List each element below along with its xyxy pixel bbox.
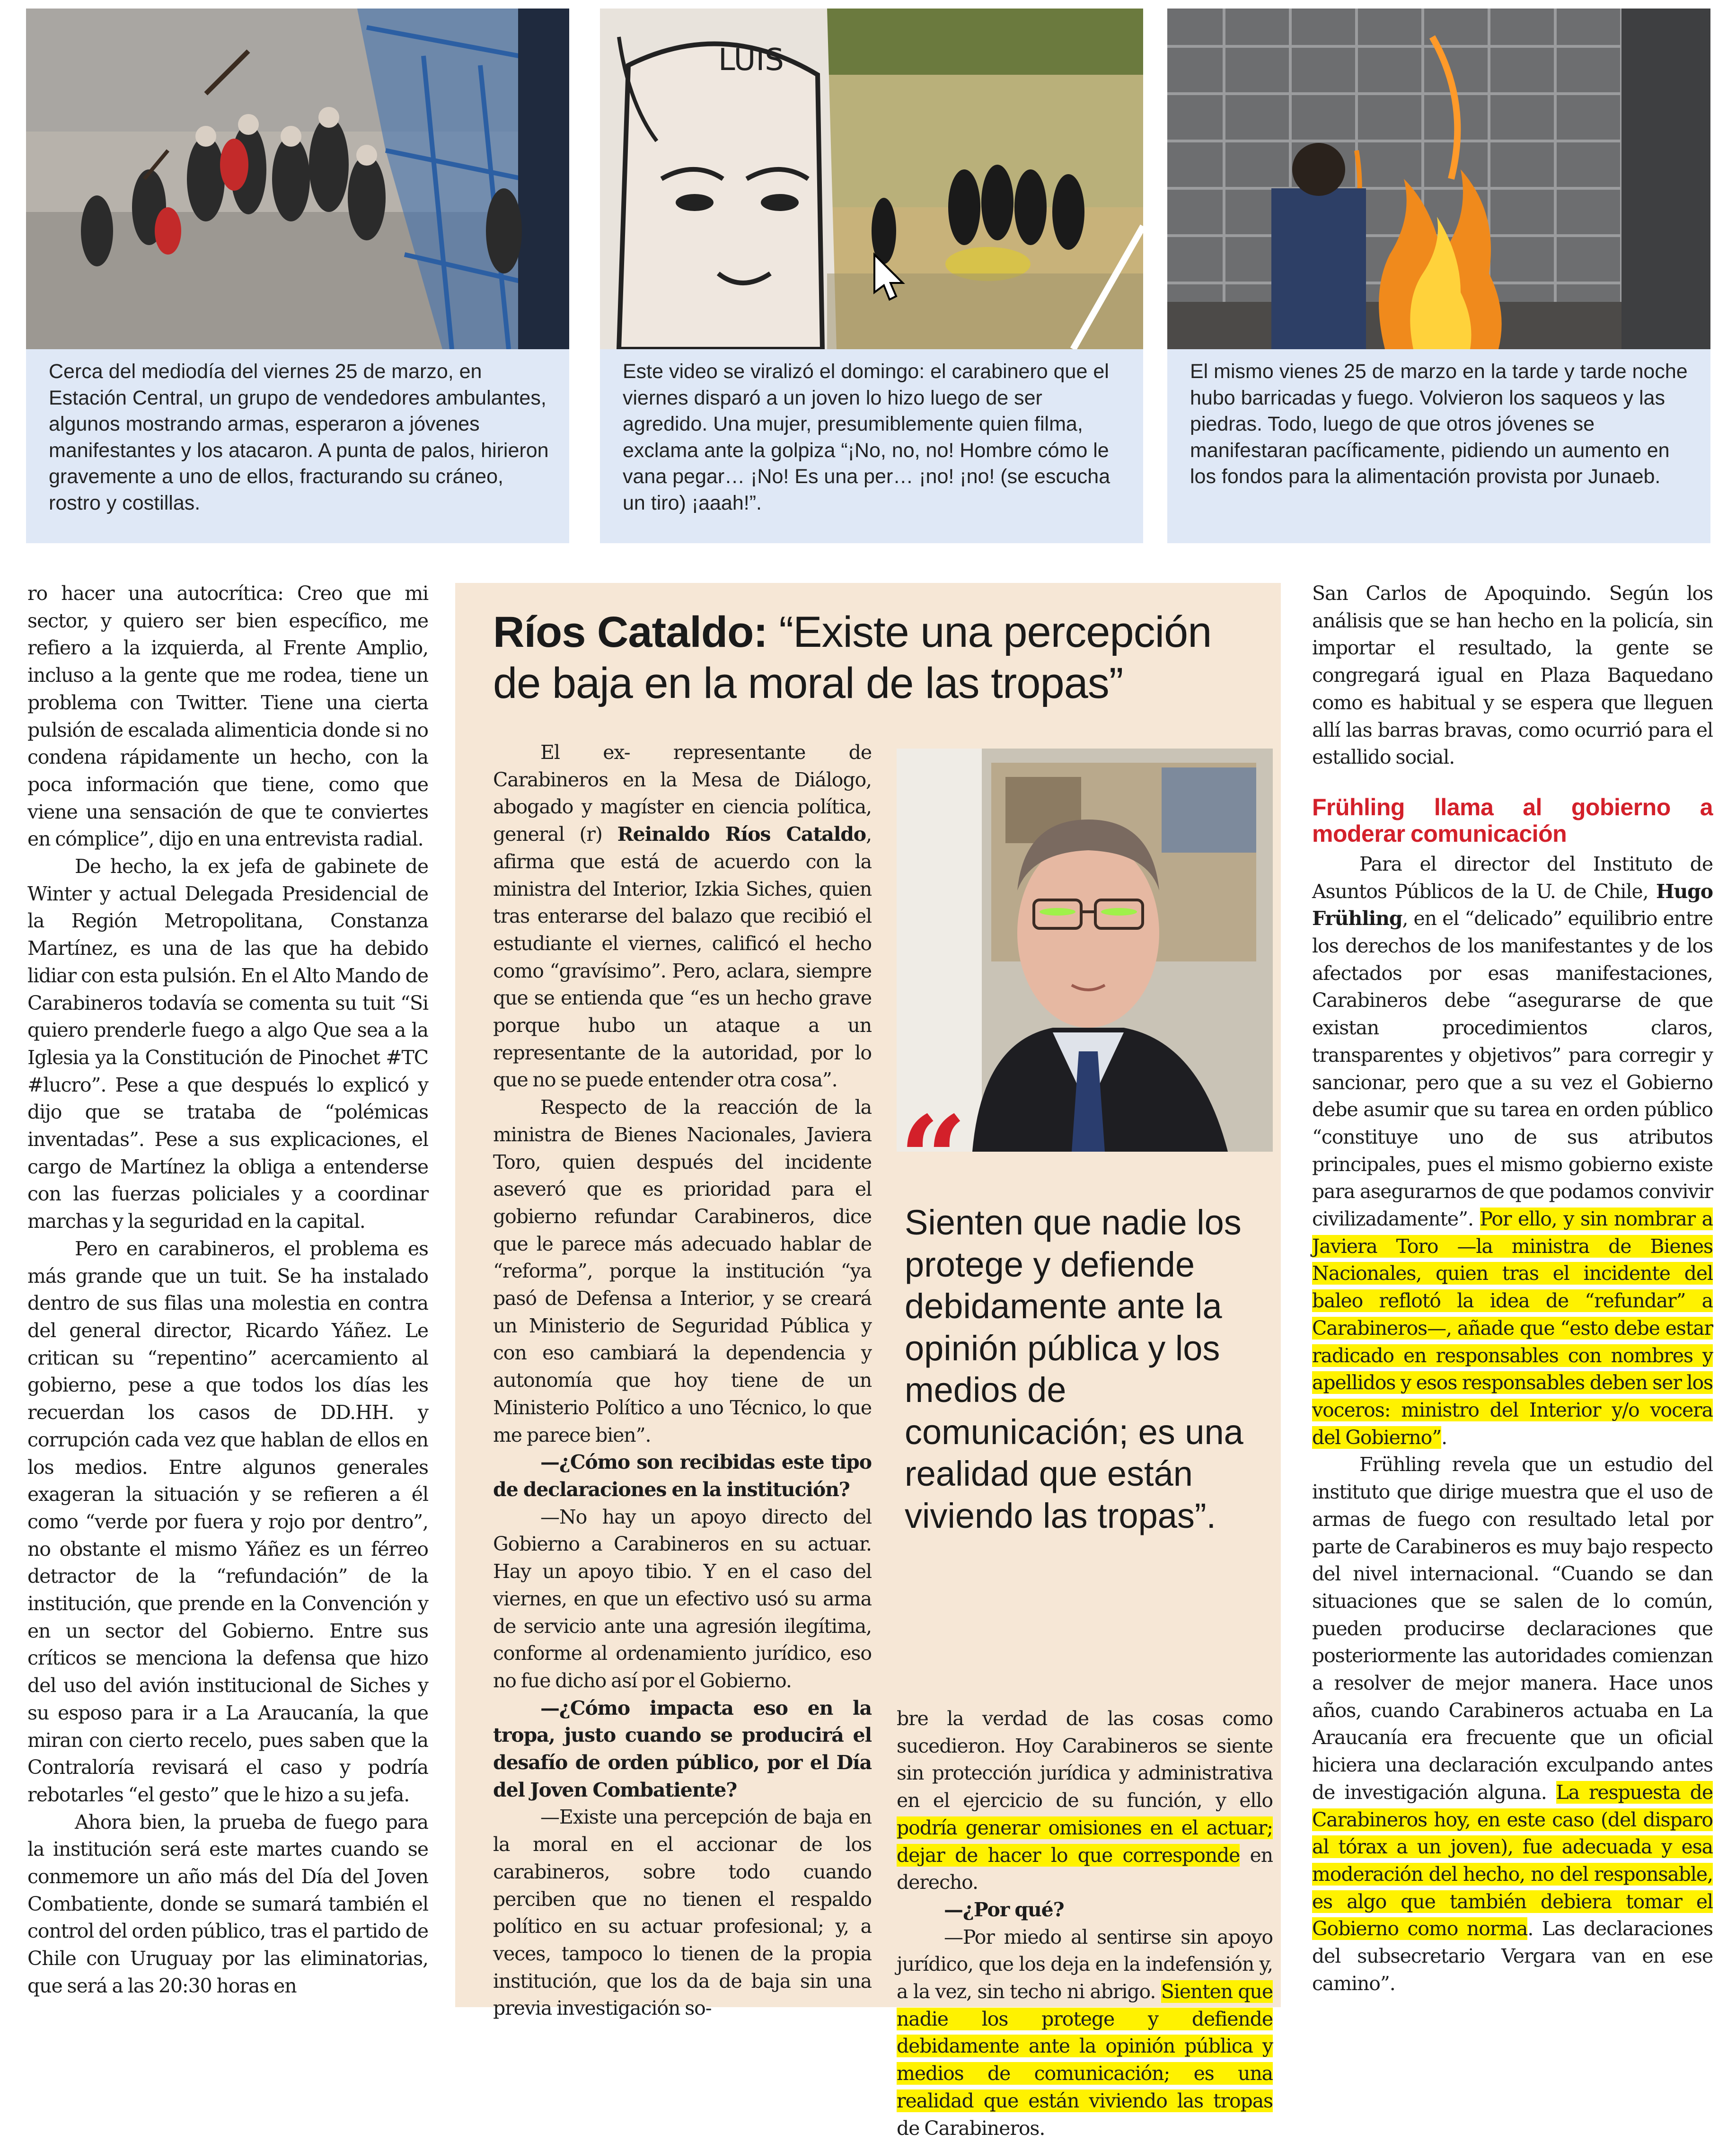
text-run: El ex- representante de Carabineros en la Mesa de Diálogo, abogado y magíster en ciencia política, general (r)	[493, 741, 872, 846]
text-run: Frühling revela que un estudio del instituto que dirige muestra que el uso de armas de fuego con resultado letal por parte de Carabineros es muy bajo respecto del nivel internacional. “Cuando se dan situaciones que se salen de lo común, pueden producirse declaraciones que posteriormente las autoridades comienzan a resolver de mejor manera. Hace unos años, cuando Carabineros actuaba en La Araucanía era frecuente que un oficial hiciera una declaración exculpando antes de investigación alguna.	[1312, 1453, 1713, 1804]
col1-paragraph: Ahora bien, la prueba de fuego para la institución será este martes cuando se conmemore un año más del Día del Joven Combatiente, donde se sumará también el control del orden público, tras el partido de Chile con Uruguay por las eliminatorias, que será a las 20:30 horas en	[27, 1810, 428, 1997]
text-run: —Por miedo al sentirse sin apoyo jurídico, que los deja en la indefensión y, a la vez, sin techo ni abrigo.	[897, 1925, 1273, 2003]
caption-3: El mismo vienes 25 de marzo en la tarde y tarde noche hubo barricadas y fuego. Volvieron los saqueos y las piedras. Todo, luego de que otros jóvenes se manifestaran pacíficamente, pidiendo un aumento en los fondos para la alimentación provista por Junaeb.	[1190, 360, 1688, 488]
highlighted-text: podría generar omisiones en el actuar; dejar de hacer lo que corresponde	[897, 1816, 1273, 1867]
box-column-a	[493, 739, 872, 2022]
text-run: , afirma que está de acuerdo con la ministra del Interior, Izkia Siches, quien tras enterarse del balazo que recibió el estudiante el viernes, calificó el hecho como “gravísimo”. Pero, aclara, siempre que se entienda que “es un hecho grave porque hubo un ataque a un representante de la autoridad, por lo que no se puede entender otra cosa”.	[493, 823, 872, 1092]
photo-street-attack	[26, 9, 569, 349]
photo-card-2	[600, 9, 1143, 543]
interview-answer: —No hay un apoyo directo del Gobierno a Carabineros en su actuar. Hay un apoyo tibio. Y en el caso del viernes, en que un efectivo usó su arma de servicio ante una agresión ilegítima, conforme al ordenamiento jurídico, eso no fue dicho así por el Gobierno.	[493, 1505, 872, 1692]
interviewee-name: Reinaldo Ríos Cataldo	[617, 823, 866, 846]
source-name: Hugo Frühling	[1312, 880, 1713, 930]
text-run: .	[1441, 1426, 1447, 1449]
interview-question: —¿Por qué?	[944, 1898, 1064, 1921]
section-subhead: Frühling llama al gobierno a moderar comunicación	[1312, 793, 1713, 847]
interview-answer	[897, 1924, 1273, 2142]
col1-paragraph: De hecho, la ex jefa de gabinete de Winter y actual Delegada Presidencial de la Región Metropolitana, Constanza Martínez, es una de las que ha debido lidiar con esta pulsión. En el Alto Mando de Carabineros todavía se comenta su tuit “Si quiero prenderle fuego a algo Que sea a la Iglesia ya la Constitución de Pinochet #TC #lucro”. Pese a que después lo explicó y dijo que se trataba de “polémicas inventadas”. Pese a sus explicaciones, el cargo de Martínez la obliga a entenderse con las fuerzas policiales y a coordinar marchas y la seguridad en la capital.	[27, 855, 428, 1233]
highlighted-text: Sienten que nadie los protege y defiende debidamente ante la opinión pública y medios de comunicación; es una realidad que están viviendo las tropas	[897, 1980, 1273, 2112]
col1-paragraph: ro hacer una autocrítica: Creo que mi sector, y quiero ser bien específico, me refiero a la izquierda, al Frente Amplio, incluso a la gente que me rodea, tiene un problema con Twitter. Tiene una cierta pulsión de escalada alimenticia donde si no condena rápidamente un hecho, con la poca información que tiene, como que viene una sensación de que te conviertes en cómplice”, dijo en una entrevista radial.	[27, 582, 428, 851]
box-headline-quote: “Existe una percepción de baja en la moral de las tropas”	[493, 608, 1212, 707]
col3-paragraph	[1312, 1451, 1713, 1997]
graffiti-text: LUIS	[718, 43, 784, 78]
pull-quote: Sienten que nadie los protege y defiende debidamente ante la opinión pública y los medios de comunicación; es una realidad que están viviendo las tropas”.	[905, 1203, 1243, 1535]
text-run: de Carabineros.	[897, 2116, 1045, 2140]
col3-paragraph	[1312, 851, 1713, 1451]
photo-card-3	[1167, 9, 1710, 543]
box-headline-name: Ríos Cataldo:	[493, 608, 767, 656]
caption-2: Este video se viralizó el domingo: el carabinero que el viernes disparó a un joven lo hizo luego de ser agredido. Una mujer, presumiblemente quien filma, exclama ante la golpiza “¡No, no, no! Hombre cómo le vana pegar… ¡No! Es una per… ¡no! ¡no! (se escucha un tiro) ¡aaah!”.	[623, 360, 1110, 514]
photo-barricade-fire	[1167, 9, 1710, 349]
box-paragraph	[897, 1705, 1273, 1896]
caption-1: Cerca del mediodía del viernes 25 de marzo, en Estación Central, un grupo de vendedores ambulantes, algunos mostrando armas, esperaron a jóvenes manifestantes y los atacaron. A punta de palos, hirieron gravemente a uno de ellos, fracturando su cráneo, rostro y costillas.	[49, 360, 549, 514]
box-headline	[493, 607, 1260, 709]
article-column-3	[1312, 580, 1713, 1997]
text-run: bre la verdad de las cosas como sucedieron. Hoy Carabineros se siente sin protección jurídica y administrativa en el ejercicio de su función, y ello	[897, 1707, 1273, 1812]
text-run: Para el director del Instituto de Asuntos Públicos de la U. de Chile,	[1312, 852, 1713, 903]
box-paragraph-intro	[493, 739, 872, 1094]
col3-paragraph: San Carlos de Apoquindo. Según los análisis que se han hecho en la policía, sin importar el resultado, la gente se congregará igual en Plaza Baquedano como es habitual y se espera que lleguen allí las barras bravas, como ocurrió para el estallido social.	[1312, 582, 1713, 769]
interview-question: —¿Cómo son recibidas este tipo de declaraciones en la institución?	[493, 1451, 872, 1501]
interview-question: —¿Cómo impacta eso en la tropa, justo cuando se producirá el desafío de orden público, por el Día del Joven Combatiente?	[493, 1696, 872, 1801]
photo-card-1	[26, 9, 569, 543]
text-run: , en el “delicado” equilibrio entre los derechos de los manifestantes y de los afectados por esas manifestaciones, Carabineros debe “asegurarse de que existan procedimientos claros, transparentes y objetivos” para corregir y sancionar, pero que a su vez el Gobierno debe asumir que su tarea en orden público “constituye uno de sus atributos principales, pues el mismo gobierno existe para asegurarnos de que podamos convivir civilizadamente”.	[1312, 907, 1713, 1231]
text-run: en derecho.	[897, 1843, 1273, 1894]
box-column-b	[897, 1705, 1273, 2142]
quote-mark-icon: “	[899, 1090, 967, 1229]
article-column-1	[27, 580, 428, 2000]
photo-video-still	[600, 9, 1143, 349]
box-paragraph: Respecto de la reacción de la ministra de Bienes Nacionales, Javiera Toro, quien después del incidente aseveró que es prioridad para el gobierno refundar Carabineros, dice que le parece más adecuado hablar de “reforma”, porque la institución “ya pasó de Defensa a Interior, y se creará un Ministerio de Seguridad Pública y con eso cambiará la dependencia y autonomía que hoy tiene de un Ministerio Político a uno Técnico, lo que me parece bien”.	[493, 1096, 872, 1446]
text-run: . Las declaraciones del subsecretario Vergara van en ese camino”.	[1312, 1917, 1713, 1995]
highlighted-text: Por ello, y sin nombrar a Javiera Toro —la ministra de Bienes Nacionales, quien tras el incidente del baleo reflotó la idea de “refundar” a Carabineros—, añade que “esto debe estar radicado en responsables con nombres y apellidos y esos responsables deben ser los voceros: ministro del Interior y/o vocera del Gobierno”	[1312, 1208, 1713, 1449]
interview-answer: —Existe una percepción de baja en la moral en el accionar de los carabineros, sobre todo cuando perciben que no tienen el respaldo político en su actuar profesional; y, a veces, tampoco lo tienen de la propia institución, que los da de baja sin una previa investigación so-	[493, 1806, 872, 2020]
col1-paragraph: Pero en carabineros, el problema es más grande que un tuit. Se ha instalado dentro de sus filas una molestia en contra del general director, Ricardo Yáñez. Le critican su “repentino” acercamiento al gobierno, pese a que todos los días les recuerdan los casos de DD.HH. y corrupción cada vez que hablan de ellos en los medios. Entre algunos generales exageran la situación y se refieren a él como “verde por fuera y rojo por dentro”, no obstante el mismo Yáñez es un férreo detractor de la “refundación” de la institución, que prende en la Convención y en un sector del Gobierno. Entre sus críticos se menciona la defensa que hizo del uso del avión institucional de Siches y su esposo para ir a La Araucanía, la que miran con cierto recelo, pues saben que la Contraloría revisará el caso y podría rebotarles “el gesto” que le hizo a su jefa.	[27, 1237, 428, 1806]
highlighted-text: La respuesta de Carabineros hoy, en este caso (del disparo al tórax a un joven), fue adecuada y esa moderación del hecho, no del responsable, es algo que también debiera tomar el Gobierno como norma	[1312, 1781, 1713, 1940]
